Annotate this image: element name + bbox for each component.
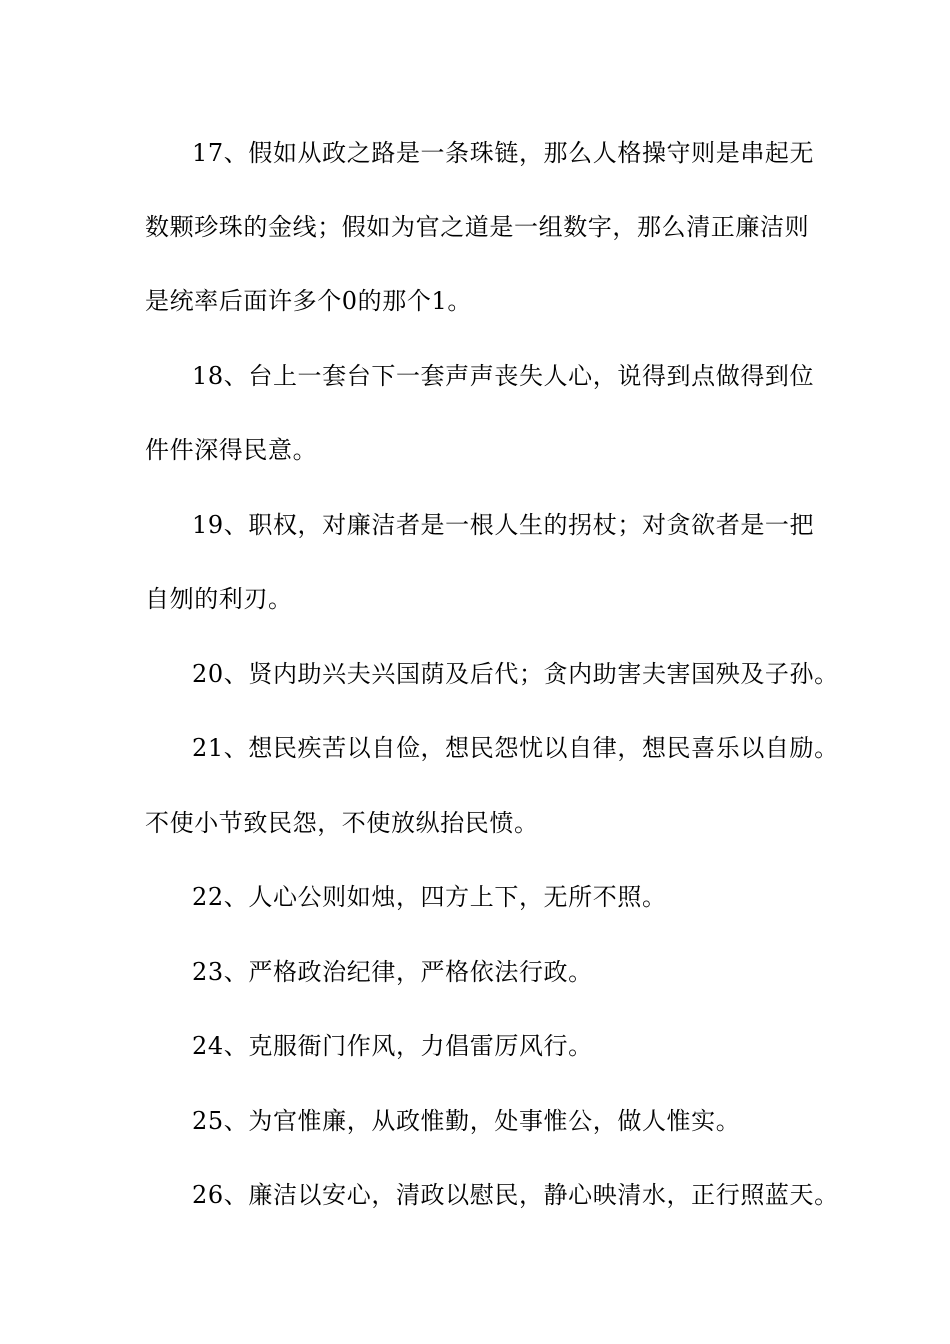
text-line: 26、廉洁以安心，清政以慰民，静心映清水，正行照蓝天。 (192, 1181, 839, 1209)
text-line: 21、想民疾苦以自俭，想民怨忧以自律，想民喜乐以自励。 (192, 734, 839, 762)
text-line: 是统率后面许多个0的那个1。 (145, 287, 472, 315)
text-line: 自刎的利刃。 (145, 585, 293, 613)
text-line: 不使小节致民怨，不使放纵抬民愤。 (145, 809, 539, 837)
text-line: 20、贤内助兴夫兴国荫及后代；贪内助害夫害国殃及子孙。 (192, 660, 839, 688)
text-line: 25、为官惟廉，从政惟勤，处事惟公，做人惟实。 (192, 1107, 741, 1135)
text-line: 件件深得民意。 (145, 436, 318, 464)
text-line: 24、克服衙门作风，力倡雷厉风行。 (192, 1032, 593, 1060)
text-line: 18、台上一套台下一套声声丧失人心，说得到点做得到位 (192, 362, 815, 390)
text-line: 17、假如从政之路是一条珠链，那么人格操守则是串起无 (192, 139, 815, 167)
text-line: 数颗珍珠的金线；假如为官之道是一组数字，那么清正廉洁则 (145, 213, 810, 241)
text-line: 19、职权，对廉洁者是一根人生的拐杖；对贪欲者是一把 (192, 511, 815, 539)
text-line: 22、人心公则如烛，四方上下，无所不照。 (192, 883, 667, 911)
text-line: 23、严格政治纪律，严格依法行政。 (192, 958, 593, 986)
